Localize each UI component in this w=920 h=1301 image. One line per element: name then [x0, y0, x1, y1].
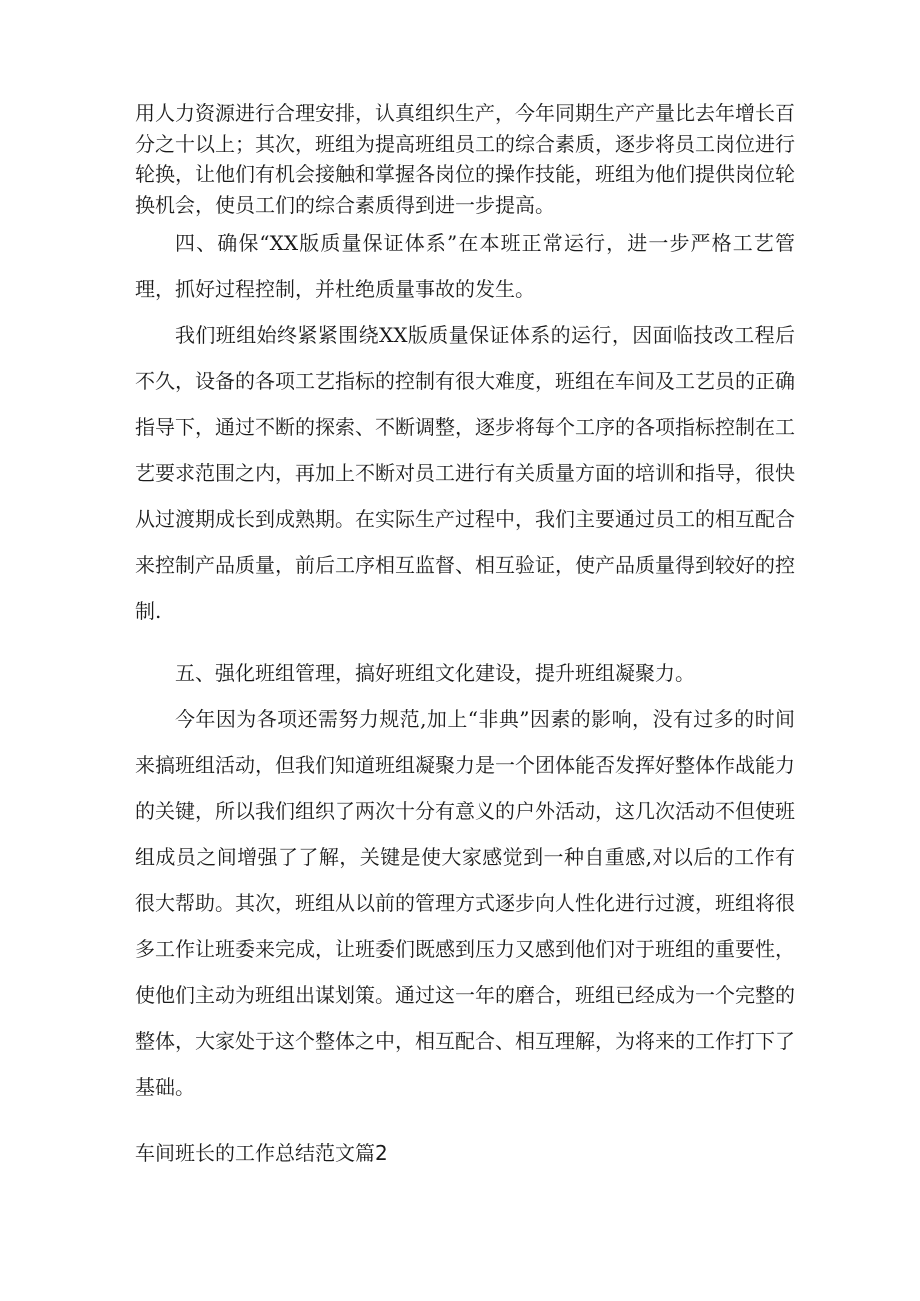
section-heading-five: 五、强化班组管理，搞好班组文化建设，提升班组凝聚力。 [175, 661, 695, 685]
paragraph-team-building: 今年因为各项还需努力规范,加上“非典”因素的影响，没有过多的时间来搞班组活动，但我们知道班组凝聚力是一个团体能否发挥好整体作战能力的关键，所以我们组织了两次十分有意义的户外活动，这几次活动不但使班组成员之间增强了了解，关键是使大家感觉到一种自重感,对以后的工作有很大帮助。其次，班组从以前的管理方式逐步向人性化进行过渡，班组将很多工作让班委来完成，让班委们既感到压力又感到他们对于班组的重要性，使他们主动为班组出谋划策。通过这一年的磨合，班组已经成为一个完整的整体，大家处于这个整体之中，相互配合、相互理解，为将来的工作打下了基础。 [135, 707, 795, 1099]
paragraph-continuation: 用人力资源进行合理安排，认真组织生产，今年同期生产产量比去年增长百分之十以上；其次，班组为提高班组员工的综合素质，逐步将员工岗位进行轮换，让他们有机会接触和掌握各岗位的操作技能，班组为他们提供岗位轮换机会，使员工们的综合素质得到进一步提高。 [135, 101, 795, 217]
next-section-title: 车间班长的工作总结范文篇2 [135, 1141, 388, 1165]
paragraph-quality-control: 我们班组始终紧紧围绕XX版质量保证体系的运行，因面临技改工程后不久，设备的各项工艺指标的控制有很大难度，班组在车间及工艺员的正确指导下，通过不断的探索、不断调整，逐步将每个工序的各项指标控制在工艺要求范围之内，再加上不断对员工进行有关质量方面的培训和指导，很快从过渡期成长到成熟期。在实际生产过程中，我们主要通过员工的相互配合来控制产品质量，前后工序相互监督、相互验证，使产品质量得到较好的控制. [135, 323, 795, 623]
section-heading-four: 四、确保“XX版质量保证体系”在本班正常运行，进一步严格工艺管理，抓好过程控制，并杜绝质量事故的发生。 [135, 231, 795, 301]
